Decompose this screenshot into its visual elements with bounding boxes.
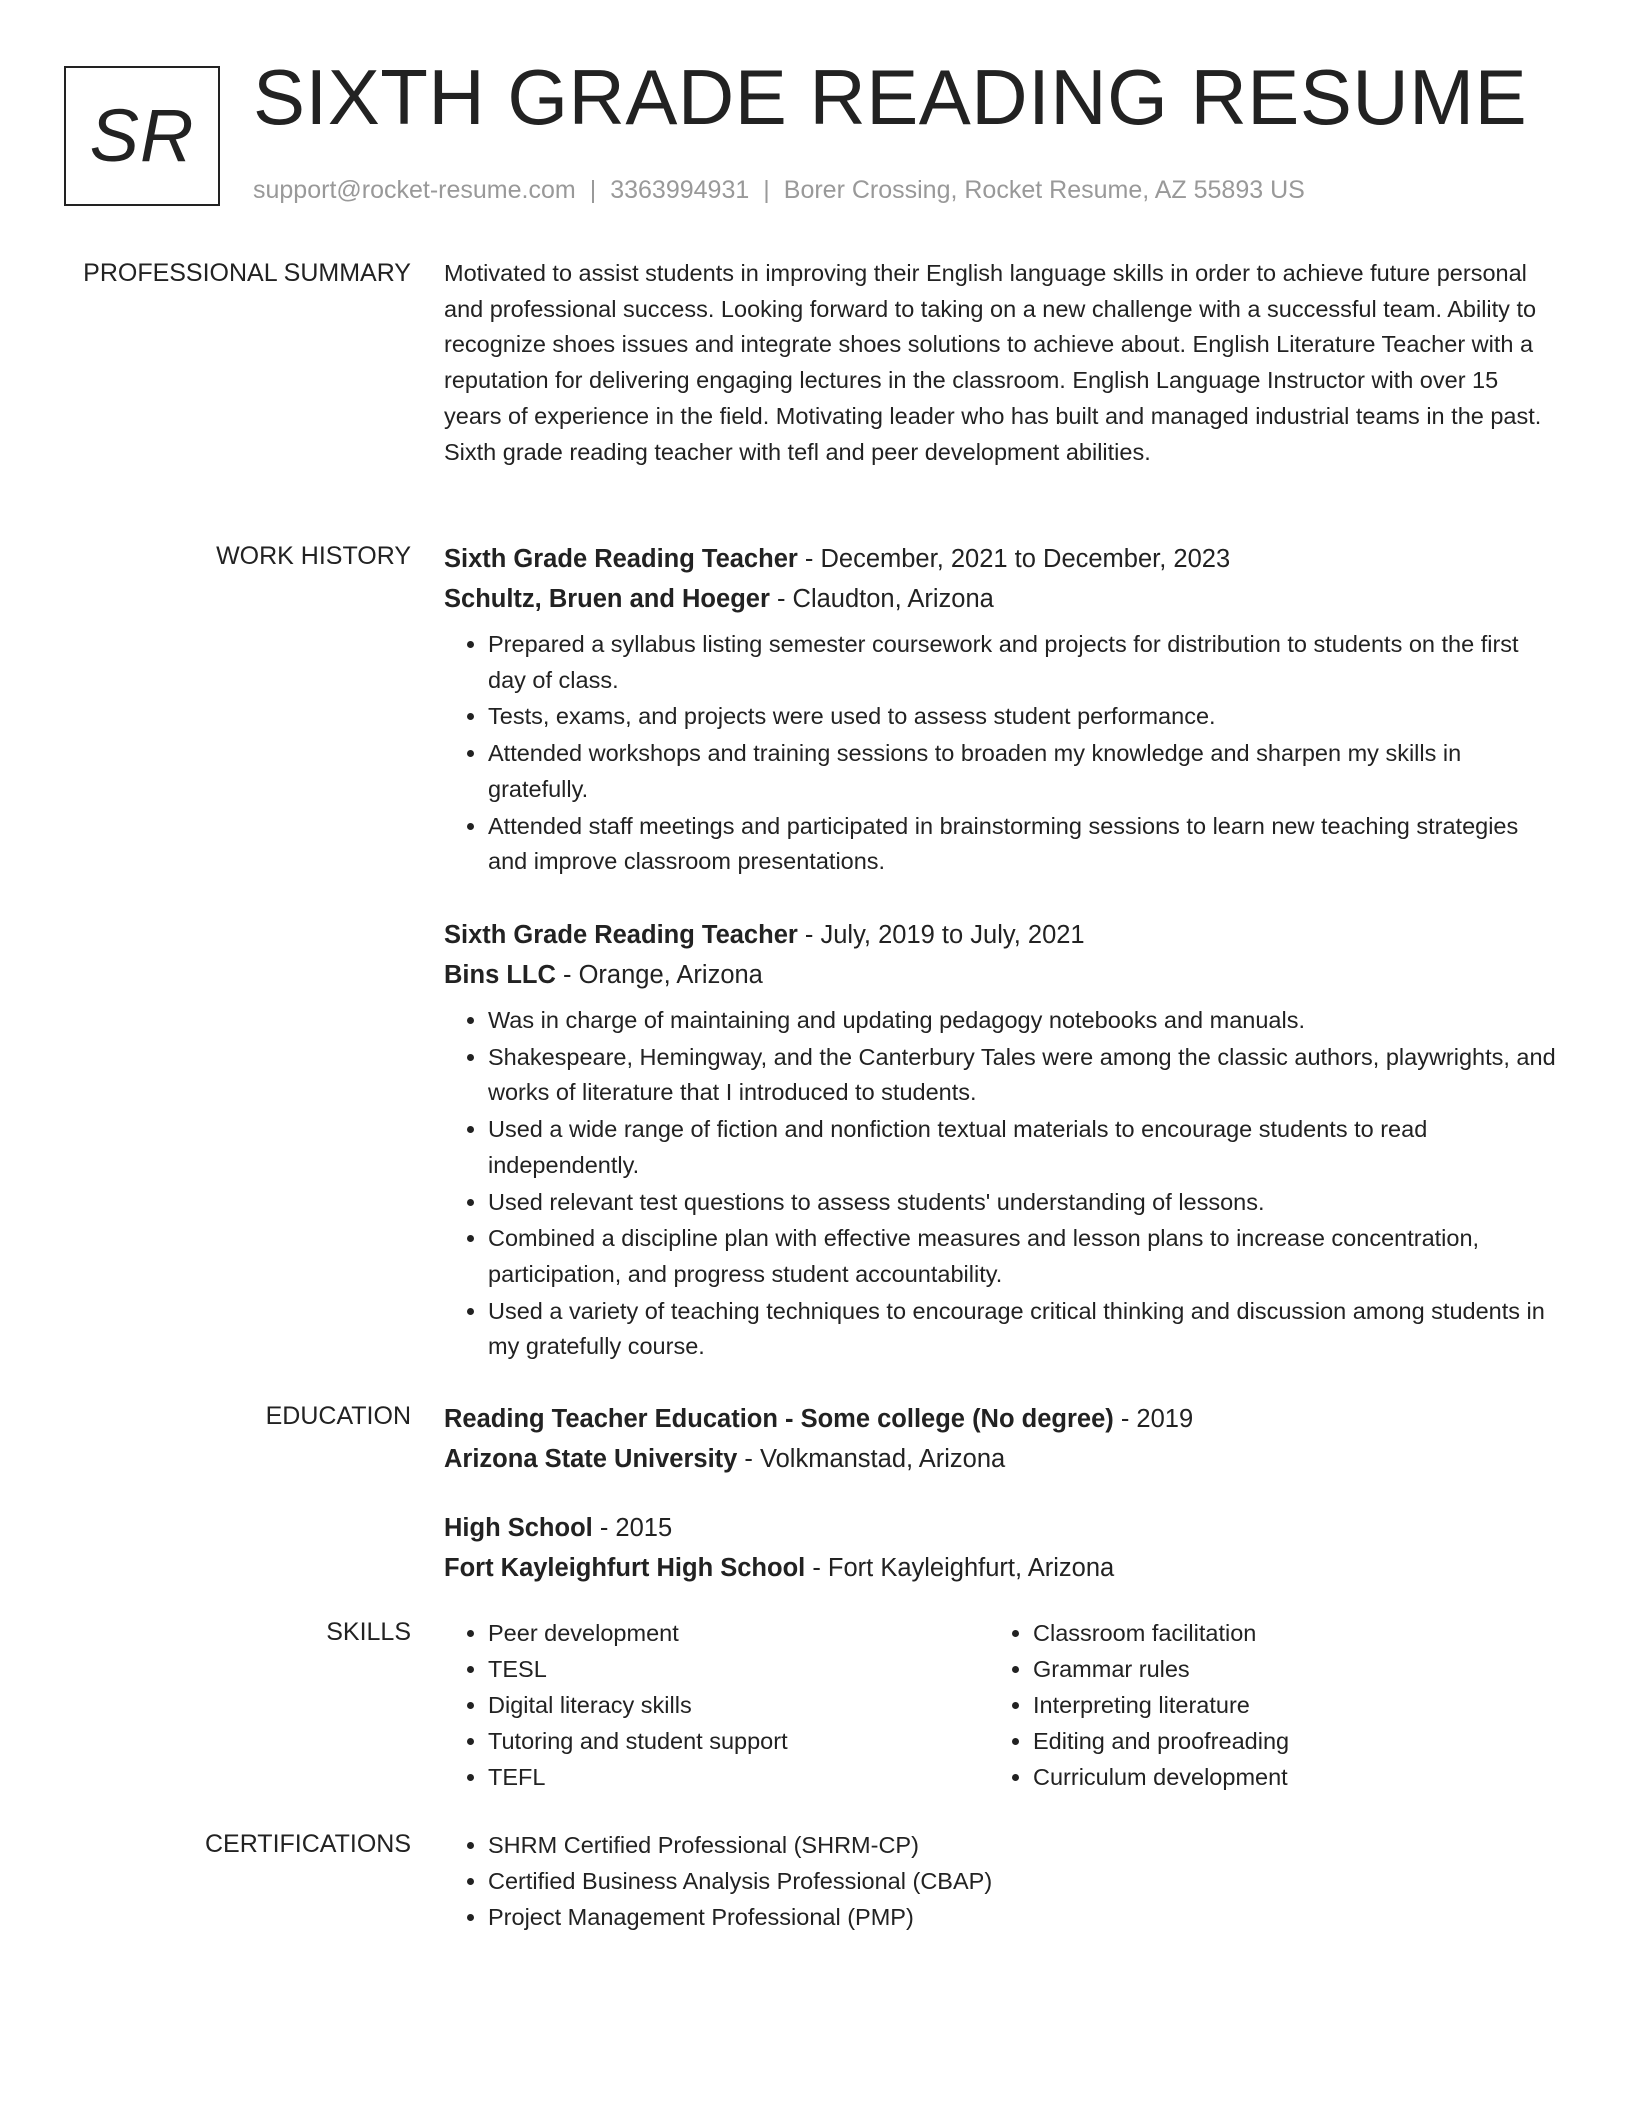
contact-separator: |	[763, 176, 770, 204]
work-body	[444, 539, 1560, 1360]
list-item: • Used relevant test questions to assess students' understanding of lessons.	[488, 1185, 1560, 1221]
education-location: - Volkmanstad, Arizona	[737, 1445, 1006, 1473]
skill-item: • Digital literacy skills	[488, 1687, 989, 1723]
section-label-certifications: CERTIFICATIONS	[204, 1830, 411, 1858]
section-label-work: WORK HISTORY	[216, 542, 411, 570]
list-item: • Attended workshops and training sessions to broaden my knowledge and sharpen my skills in gratefully.	[488, 736, 1560, 807]
certifications-body	[444, 1827, 1560, 1935]
skills-body	[444, 1615, 1560, 1795]
certification-item: • Project Management Professional (PMP)	[488, 1899, 1560, 1935]
contact-email[interactable]: support@rocket-resume.com	[253, 176, 576, 204]
job-dates: - December, 2021 to December, 2023	[797, 545, 1231, 573]
summary-text: Motivated to assist students in improving their English language skills in order to achieve future personal and professional success. Looking forward to taking on a new challenge with a successful team. Ability to recognize shoes issues and integrate shoes solutions to achieve about. English Literature Teacher with a reputation for delivering engaging lectures in the classroom. English Language Instructor with over 15 years of experience in the field. Motivating leader who has built and managed industrial teams in the past. Sixth grade reading teacher with tefl and peer development abilities.	[444, 260, 1542, 465]
skill-item: • Editing and proofreading	[1033, 1723, 1534, 1759]
summary-body	[444, 256, 1560, 470]
education-degree-line	[444, 1399, 1560, 1439]
job-location: - Orange, Arizona	[555, 961, 763, 989]
list-item: • Shakespeare, Hemingway, and the Canterbury Tales were among the classic authors, playwrights, and works of literature that I introduced to students.	[488, 1040, 1560, 1111]
job-location: - Claudton, Arizona	[769, 585, 994, 613]
job-dates: - July, 2019 to July, 2021	[797, 921, 1085, 949]
skill-item: • Tutoring and student support	[488, 1723, 989, 1759]
list-item: • Attended staff meetings and participated in brainstorming sessions to learn new teaching strategies and improve classroom presentations.	[488, 809, 1560, 880]
skills-column-right	[989, 1615, 1534, 1795]
job-company: Bins LLC	[444, 961, 556, 989]
certifications-list	[444, 1827, 1560, 1935]
monogram-initials: SR	[89, 94, 195, 177]
certification-item: • SHRM Certified Professional (SHRM-CP)	[488, 1827, 1560, 1863]
skill-item: • Curriculum development	[1033, 1759, 1534, 1795]
education-year: - 2015	[592, 1514, 673, 1542]
job-company: Schultz, Bruen and Hoeger	[444, 585, 770, 613]
contact-line	[253, 175, 1305, 205]
certification-item: • Certified Business Analysis Professional (CBAP)	[488, 1863, 1560, 1899]
resume-name: SIXTH GRADE READING RESUME	[253, 53, 1528, 141]
job-title: Sixth Grade Reading Teacher	[444, 921, 798, 949]
list-item: • Tests, exams, and projects were used to assess student performance.	[488, 699, 1560, 735]
job-bullets	[444, 627, 1560, 880]
list-item: • Combined a discipline plan with effective measures and lesson plans to increase concentration, participation, and progress student accountability.	[488, 1221, 1560, 1292]
job-company-line	[444, 579, 1560, 619]
education-degree: Reading Teacher Education - Some college (No degree)	[444, 1405, 1114, 1433]
list-item: • Prepared a syllabus listing semester coursework and projects for distribution to students on the first day of class.	[488, 627, 1560, 698]
skill-item: • TEFL	[488, 1759, 989, 1795]
education-entry	[444, 1508, 1560, 1588]
education-school-line	[444, 1439, 1560, 1479]
contact-separator: |	[589, 176, 597, 204]
education-school: Fort Kayleighfurt High School	[444, 1554, 806, 1582]
job-company-line	[444, 955, 1560, 995]
skills-column-left	[444, 1615, 989, 1795]
list-item: • Was in charge of maintaining and updating pedagogy notebooks and manuals.	[488, 1003, 1560, 1039]
education-school: Arizona State University	[444, 1445, 738, 1473]
job-title: Sixth Grade Reading Teacher	[444, 545, 798, 573]
job-title-line	[444, 539, 1560, 579]
skill-item: • TESL	[488, 1651, 989, 1687]
education-school-line	[444, 1548, 1560, 1588]
list-item: • Used a wide range of fiction and nonfiction textual materials to encourage students to read independently.	[488, 1112, 1560, 1183]
skill-item: • Interpreting literature	[1033, 1687, 1534, 1723]
skill-item: • Peer development	[488, 1615, 989, 1651]
education-degree-line	[444, 1508, 1560, 1548]
contact-phone[interactable]: 3363994931	[610, 176, 750, 204]
education-location: - Fort Kayleighfurt, Arizona	[805, 1554, 1115, 1582]
monogram-badge	[64, 66, 220, 206]
section-label-skills: SKILLS	[326, 1618, 411, 1646]
skill-item: • Classroom facilitation	[1033, 1615, 1534, 1651]
section-label-education: EDUCATION	[265, 1402, 411, 1430]
list-item: • Used a variety of teaching techniques to encourage critical thinking and discussion among students in my gratefully course.	[488, 1294, 1560, 1365]
job-title-line	[444, 915, 1560, 955]
job-entry	[444, 539, 1560, 880]
job-bullets	[444, 1003, 1560, 1365]
skill-item: • Grammar rules	[1033, 1651, 1534, 1687]
contact-address: Borer Crossing, Rocket Resume, AZ 55893 US	[783, 176, 1305, 204]
job-entry	[444, 915, 1560, 1366]
education-body	[444, 1399, 1560, 1582]
education-year: - 2019	[1113, 1405, 1194, 1433]
section-label-summary: PROFESSIONAL SUMMARY	[83, 259, 411, 287]
education-degree: High School	[444, 1514, 593, 1542]
education-entry	[444, 1399, 1560, 1479]
